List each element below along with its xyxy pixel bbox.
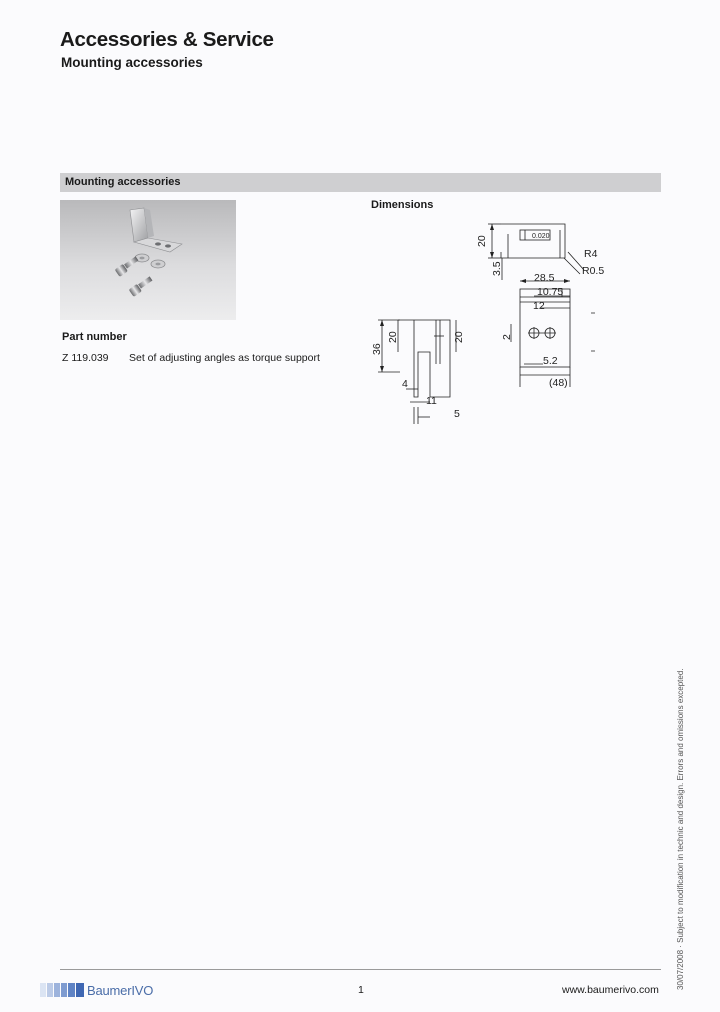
dimensions-heading: Dimensions (371, 199, 434, 211)
dim-front-right: 20 (453, 331, 465, 343)
part-number-heading: Part number (62, 331, 127, 343)
page-subtitle: Mounting accessories (61, 55, 203, 70)
dim-thickness: 4 (402, 378, 408, 390)
dim-distance-a: 10.75 (537, 286, 564, 298)
dim-width-total: 28.5 (534, 272, 555, 284)
dimension-drawing (370, 212, 610, 427)
dim-lip: 5 (454, 408, 460, 420)
part-number-code: Z 119.039 (62, 352, 109, 364)
brand-name: BaumerIVO (87, 982, 154, 998)
dim-offset: 3.5 (491, 261, 503, 276)
dim-radius-outer: R4 (584, 248, 598, 260)
brand-logo (40, 982, 153, 998)
product-photo (60, 200, 236, 320)
dim-distance-c: 5.2 (543, 355, 558, 367)
dim-length: (48) (549, 377, 568, 389)
dim-tolerance: 0.020 (532, 233, 550, 240)
dim-distance-b: 12 (533, 300, 545, 312)
section-header: Mounting accessories (60, 173, 661, 192)
dim-side-height: 20 (476, 235, 488, 247)
page-number: 1 (358, 984, 364, 996)
footer-divider (60, 969, 661, 970)
dim-radius-inner: R0.5 (582, 265, 605, 277)
revision-note: 30/07/2008 · Subject to modification in technic and design. Errors and omissions excepted. (676, 668, 685, 990)
dim-front-height: 36 (371, 343, 383, 355)
dim-hole-height: 2 (501, 334, 513, 340)
dim-step: 11 (426, 395, 437, 407)
website-link[interactable]: www.baumerivo.com (562, 984, 659, 996)
dim-front-inner: 20 (387, 331, 399, 343)
part-description: Set of adjusting angles as torque support (129, 352, 320, 364)
logo-gradient-icon (40, 983, 84, 997)
page-title: Accessories & Service (60, 28, 274, 51)
